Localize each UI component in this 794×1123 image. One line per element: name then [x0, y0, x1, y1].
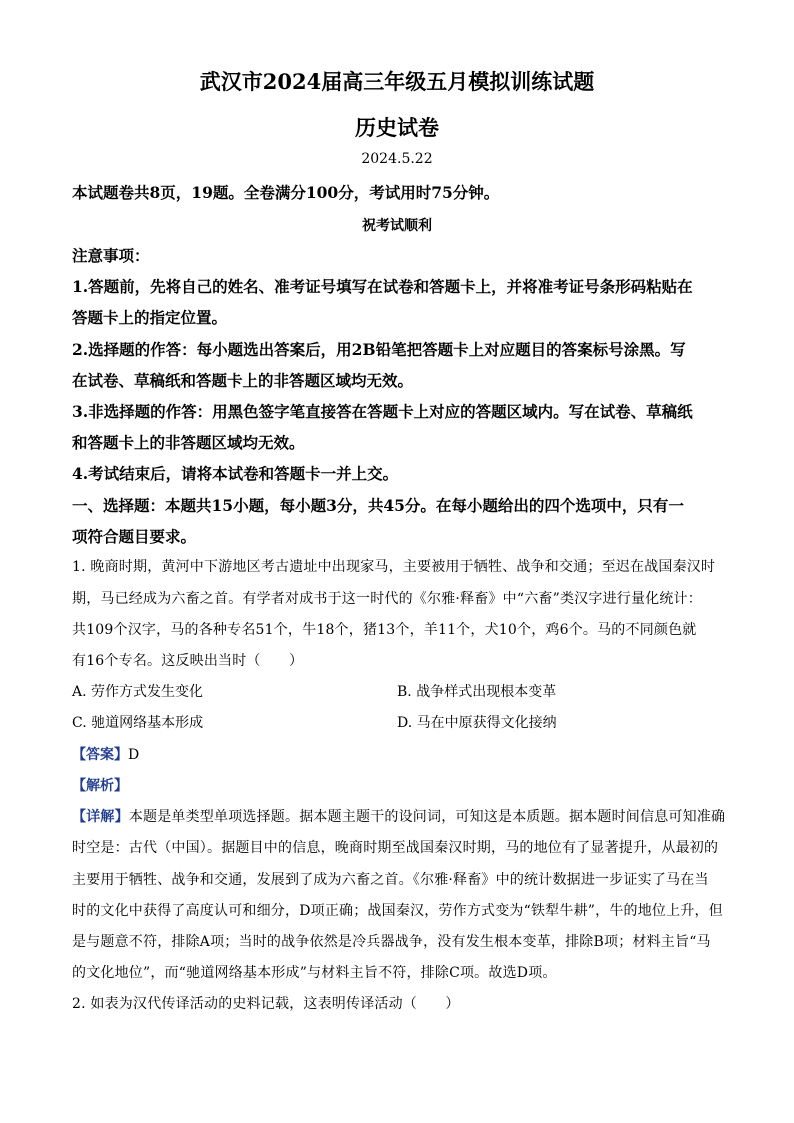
q2-stem: 2. 如表为汉代传译活动的史料记载，这表明传译活动（ ） — [72, 996, 460, 1012]
notice-line: 在试卷、草稿纸和答题卡上的非答题区域均无效。 — [72, 371, 414, 390]
q1-stem-line: 期，马已经成为六畜之首。有学者对成书于这一时代的《尔雅·释畜》中“六畜”类汉字进行量化统计： — [72, 591, 702, 607]
exam-wish: 祝考试顺利 — [362, 218, 432, 234]
section-heading: 一、选择题：本题共15小题，每小题3分，共45分。在每小题给出的四个选项中，只有一 — [72, 496, 684, 515]
notice-line: 和答题卡上的非答题区域均无效。 — [72, 433, 305, 452]
q1-stem-line: 1. 晚商时期，黄河中下游地区考古遗址中出现家马，主要被用于牺牲、战争和交通；至迟在战国秦汉时 — [72, 559, 716, 575]
q1-answer — [72, 744, 139, 764]
q1-stem-line: 共109个汉字，马的各种专名51个，牛18个，猪13个，羊11个，犬10个，鸡6个。马的不同颜色就 — [72, 622, 697, 638]
notice-line: 1.答题前，先将自己的姓名、准考证号填写在试卷和答题卡上，并将准考证号条形码粘贴在 — [72, 277, 693, 296]
exam-subject: 历史试卷 — [355, 115, 439, 140]
q1-stem-line: 有16个专名。这反映出当时（ ） — [72, 653, 304, 669]
q1-option-d: D. 马在中原获得文化接纳 — [397, 715, 557, 731]
q1-detail-line: 是与题意不符，排除A项；当时的战争依然是冷兵器战争，没有发生根本变革，排除B项；材料主旨“马 — [72, 934, 711, 950]
detail-label: 【详解】 — [72, 809, 129, 825]
notice-line: 2.选择题的作答：每小题选出答案后，用2B铅笔把答题卡上对应题目的答案标号涂黑。写 — [72, 340, 686, 359]
notice-line: 4.考试结束后，请将本试卷和答题卡一并上交。 — [72, 464, 399, 483]
exam-title: 武汉市2024届高三年级五月模拟训练试题 — [199, 69, 595, 94]
q1-detail-line: 时空是：古代（中国）。据题目中的信息，晚商时期至战国秦汉时期，马的地位有了显著提升，从最初的 — [72, 840, 719, 856]
q1-option-a: A. 劳作方式发生变化 — [72, 684, 204, 700]
exam-date: 2024.5.22 — [361, 151, 433, 167]
q1-detail-line — [72, 806, 725, 826]
q1-detail-line: 主要用于牺牲、战争和交通，发展到了成为六畜之首。《尔雅·释畜》中的统计数据进一步证实了马在当 — [72, 872, 709, 888]
notice-heading: 注意事项： — [72, 246, 150, 265]
notice-line: 3.非选择题的作答：用黑色签字笔直接答在答题卡上对应的答题区域内。写在试卷、草稿纸 — [72, 402, 693, 421]
q1-detail-line: 的文化地位”，而“驰道网络基本形成”与材料主旨不符，排除C项。故选D项。 — [72, 965, 557, 981]
answer-value: D — [128, 747, 140, 763]
q1-analysis-label: 【解析】 — [72, 778, 128, 794]
answer-label: 【答案】 — [72, 747, 128, 763]
q1-option-c: C. 驰道网络基本形成 — [72, 715, 204, 731]
exam-summary: 本试题卷共8页，19题。全卷满分100分，考试用时75分钟。 — [72, 183, 500, 202]
section-heading-cont: 项符合题目要求。 — [72, 527, 197, 546]
detail-text: 本题是单类型单项选择题。据本题主题干的设问词，可知这是本质题。据本题时间信息可知准确 — [128, 809, 726, 825]
q1-option-b: B. 战争样式出现根本变革 — [397, 684, 557, 700]
q1-detail-line: 时的文化中获得了高度认可和细分，D项正确；战国秦汉，劳作方式变为“铁犁牛耕”，牛的地位上升，但 — [72, 903, 723, 919]
notice-line: 答题卡上的指定位置。 — [72, 308, 228, 327]
